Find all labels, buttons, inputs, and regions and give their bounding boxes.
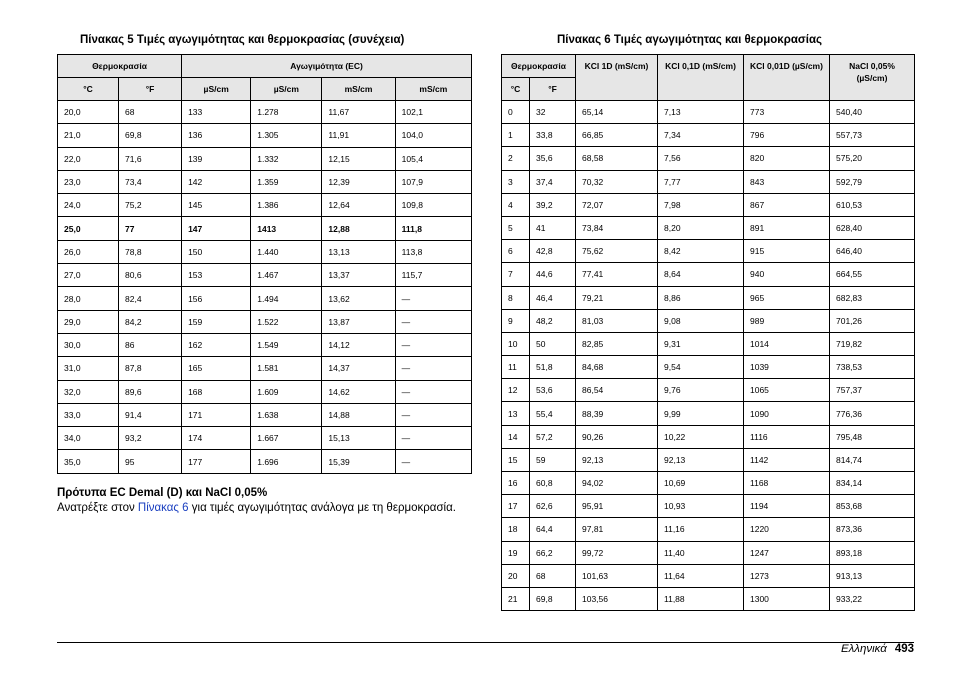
table-row (502, 124, 915, 147)
table-cell: 142 (182, 170, 251, 193)
table6-header-kcl001d: KCl 0,01D (µS/cm) (744, 55, 830, 101)
table-row (502, 240, 915, 263)
table-cell: 1220 (744, 518, 830, 541)
table-cell: 14 (502, 425, 530, 448)
table-row (502, 263, 915, 286)
table-cell: 9,08 (658, 309, 744, 332)
table-row (58, 217, 472, 240)
table-cell: 796 (744, 124, 830, 147)
table-row (502, 379, 915, 402)
table-cell: 53,6 (530, 379, 576, 402)
table-cell: 73,84 (576, 216, 658, 239)
table-cell: 1.467 (251, 264, 322, 287)
table-cell: 893,18 (830, 541, 915, 564)
table-cell: 940 (744, 263, 830, 286)
table-cell: 3 (502, 170, 530, 193)
table-cell: 78,8 (119, 240, 182, 263)
table-cell: 136 (182, 124, 251, 147)
table-cell: 81,03 (576, 309, 658, 332)
table-cell: 575,20 (830, 147, 915, 170)
table-cell: 18 (502, 518, 530, 541)
table-row (58, 357, 472, 380)
table-cell: 153 (182, 264, 251, 287)
table-cell: 1247 (744, 541, 830, 564)
table-cell: 46,4 (530, 286, 576, 309)
table-row (502, 101, 915, 124)
table-cell: 88,39 (576, 402, 658, 425)
table5-unit-ms2: mS/cm (395, 78, 471, 101)
table-row (58, 333, 472, 356)
table-cell: 1.522 (251, 310, 322, 333)
page-footer (841, 643, 914, 655)
table-cell: 15,39 (322, 450, 395, 473)
table5-unit-ms1: mS/cm (322, 78, 395, 101)
table-cell: 814,74 (830, 448, 915, 471)
table-cell: 174 (182, 427, 251, 450)
table-cell: 9,76 (658, 379, 744, 402)
table-cell: 34,0 (58, 427, 119, 450)
table-row (502, 472, 915, 495)
table-cell: 933,22 (830, 587, 915, 610)
table-row (58, 240, 472, 263)
table6-header-nacl: NaCl 0,05% (µS/cm) (830, 55, 915, 101)
table-row (502, 332, 915, 355)
table-cell: 1.332 (251, 147, 322, 170)
table-cell: 11,91 (322, 124, 395, 147)
section-text (57, 501, 472, 515)
table-cell: 87,8 (119, 357, 182, 380)
table-cell: 73,4 (119, 170, 182, 193)
table-cell: 7,98 (658, 193, 744, 216)
table-cell: 719,82 (830, 332, 915, 355)
table-cell: 27,0 (58, 264, 119, 287)
table-row (58, 124, 472, 147)
table-cell: — (395, 403, 471, 426)
table-cell: 60,8 (530, 472, 576, 495)
table-cell: 8,20 (658, 216, 744, 239)
table-cell: 24,0 (58, 194, 119, 217)
table-row (502, 402, 915, 425)
table6-unit-c: °C (502, 78, 530, 101)
table-cell: — (395, 287, 471, 310)
table-row (58, 194, 472, 217)
table-cell: 12,15 (322, 147, 395, 170)
table-cell: 738,53 (830, 356, 915, 379)
table-cell: 55,4 (530, 402, 576, 425)
table-row (502, 216, 915, 239)
table-cell: 15,13 (322, 427, 395, 450)
table5-header-temperature: Θερμοκρασία (58, 55, 182, 78)
table-cell: 757,37 (830, 379, 915, 402)
table-cell: 773 (744, 101, 830, 124)
table-cell: 7,13 (658, 101, 744, 124)
table-cell: 115,7 (395, 264, 471, 287)
table-cell: 1.638 (251, 403, 322, 426)
table-cell: 11,16 (658, 518, 744, 541)
table-cell: 1 (502, 124, 530, 147)
table-cell: 610,53 (830, 193, 915, 216)
table-cell: 39,2 (530, 193, 576, 216)
table-cell: 50 (530, 332, 576, 355)
table-cell: 147 (182, 217, 251, 240)
table-row (58, 287, 472, 310)
table-row (58, 310, 472, 333)
table5-caption: Πίνακας 5 Τιμές αγωγιμότητας και θερμοκρασίας (συνέχεια) (80, 34, 405, 46)
table-row (502, 448, 915, 471)
table-cell: 92,13 (658, 448, 744, 471)
table-cell: 22,0 (58, 147, 119, 170)
table-cell: 59 (530, 448, 576, 471)
table-cell: 94,02 (576, 472, 658, 495)
table-cell: 1.359 (251, 170, 322, 193)
table-cell: 9,31 (658, 332, 744, 355)
table-cell: 86 (119, 333, 182, 356)
table-cell: 168 (182, 380, 251, 403)
table-cell: 33,0 (58, 403, 119, 426)
table-cell: 12 (502, 379, 530, 402)
table-cell: 7,56 (658, 147, 744, 170)
table-cell: 133 (182, 101, 251, 124)
table-cell: 79,21 (576, 286, 658, 309)
table-row (502, 518, 915, 541)
table-cell: 776,36 (830, 402, 915, 425)
table-row (502, 193, 915, 216)
table-cell: 646,40 (830, 240, 915, 263)
table-row (58, 427, 472, 450)
table-cell: 95,91 (576, 495, 658, 518)
table-cell: 628,40 (830, 216, 915, 239)
table-cell: 102,1 (395, 101, 471, 124)
table-cell: 21,0 (58, 124, 119, 147)
table-cell: 171 (182, 403, 251, 426)
table-cell: 0 (502, 101, 530, 124)
table-row (58, 403, 472, 426)
table-cell: 90,26 (576, 425, 658, 448)
table-cell: 13,87 (322, 310, 395, 333)
table-cell: — (395, 310, 471, 333)
table-cell: 20,0 (58, 101, 119, 124)
table-cell: 664,55 (830, 263, 915, 286)
table-cell: 95 (119, 450, 182, 473)
table-cell: 65,14 (576, 101, 658, 124)
table-cell: 12,39 (322, 170, 395, 193)
table-cell: 834,14 (830, 472, 915, 495)
table5-unit-us1: µS/cm (182, 78, 251, 101)
table-row (58, 264, 472, 287)
table-cell: 1.667 (251, 427, 322, 450)
table6 (501, 54, 915, 611)
table-cell: 69,8 (119, 124, 182, 147)
table-cell: 2 (502, 147, 530, 170)
table-cell: 23,0 (58, 170, 119, 193)
page-number: 493 (894, 643, 914, 655)
table-cell: — (395, 357, 471, 380)
table-cell: 1273 (744, 564, 830, 587)
table-cell: 165 (182, 357, 251, 380)
table-cell: 17 (502, 495, 530, 518)
table-cell: 7,34 (658, 124, 744, 147)
table-cell: 6 (502, 240, 530, 263)
table-cell: 68 (119, 101, 182, 124)
table-cell: 1.305 (251, 124, 322, 147)
table-row (58, 147, 472, 170)
table-cell: 1.696 (251, 450, 322, 473)
table-cell: 44,6 (530, 263, 576, 286)
table-cell: 77,41 (576, 263, 658, 286)
table-cell: 31,0 (58, 357, 119, 380)
table-cell: 30,0 (58, 333, 119, 356)
table-cell: 989 (744, 309, 830, 332)
table-cell: 1.386 (251, 194, 322, 217)
table-cell: 1142 (744, 448, 830, 471)
table-cell: 13,37 (322, 264, 395, 287)
table-cell: 16 (502, 472, 530, 495)
table-cell: 8,42 (658, 240, 744, 263)
table-row (502, 587, 915, 610)
table-cell: 21 (502, 587, 530, 610)
table-cell: 14,88 (322, 403, 395, 426)
table-cell: 20 (502, 564, 530, 587)
table6-header-temperature: Θερμοκρασία (502, 55, 576, 78)
table5-body (58, 101, 472, 474)
table-cell: 795,48 (830, 425, 915, 448)
table-cell: 1194 (744, 495, 830, 518)
table-cell: 13 (502, 402, 530, 425)
table-cell: 4 (502, 193, 530, 216)
table-cell: 113,8 (395, 240, 471, 263)
table-cell: 1300 (744, 587, 830, 610)
table-cell: 69,8 (530, 587, 576, 610)
table-cell: 10,93 (658, 495, 744, 518)
table-cell: 139 (182, 147, 251, 170)
table-cell: 13,62 (322, 287, 395, 310)
table-row (502, 541, 915, 564)
table-cell: 540,40 (830, 101, 915, 124)
section-text-before: Ανατρέξτε στον (57, 502, 138, 514)
table-cell: 105,4 (395, 147, 471, 170)
table-cell: 48,2 (530, 309, 576, 332)
table-cell: 25,0 (58, 217, 119, 240)
table-cell: 29,0 (58, 310, 119, 333)
table-cell: 89,6 (119, 380, 182, 403)
table-cell: 7 (502, 263, 530, 286)
table-cell: — (395, 427, 471, 450)
table-cell: 72,07 (576, 193, 658, 216)
table-cell: 12,88 (322, 217, 395, 240)
table-cell: 1090 (744, 402, 830, 425)
table-cell: 84,68 (576, 356, 658, 379)
table-row (502, 356, 915, 379)
table5 (57, 54, 472, 474)
table-cell: 853,68 (830, 495, 915, 518)
table-cell: 41 (530, 216, 576, 239)
table-cell: 682,83 (830, 286, 915, 309)
table-cell: 32,0 (58, 380, 119, 403)
table-cell: 1413 (251, 217, 322, 240)
table-cell: 159 (182, 310, 251, 333)
table-cell: 1065 (744, 379, 830, 402)
table-cell: 33,8 (530, 124, 576, 147)
table-cell: 86,54 (576, 379, 658, 402)
table-cell: 145 (182, 194, 251, 217)
table-cell: 51,8 (530, 356, 576, 379)
table-cell: 57,2 (530, 425, 576, 448)
table-cell: 12,64 (322, 194, 395, 217)
table-cell: 80,6 (119, 264, 182, 287)
table-cell: 5 (502, 216, 530, 239)
table-cell: 15 (502, 448, 530, 471)
table-cell: 101,63 (576, 564, 658, 587)
table-cell: 11,64 (658, 564, 744, 587)
table-cell: 77 (119, 217, 182, 240)
table-cell: 915 (744, 240, 830, 263)
section-heading: Πρότυπα EC Demal (D) και NaCl 0,05% (57, 487, 268, 499)
table-cell: 162 (182, 333, 251, 356)
table-cell: 35,0 (58, 450, 119, 473)
table-cell: 891 (744, 216, 830, 239)
table-cell: — (395, 333, 471, 356)
table-cell: 1014 (744, 332, 830, 355)
table-cell: 7,77 (658, 170, 744, 193)
table-cell: — (395, 450, 471, 473)
table5-header-conductivity: Αγωγιμότητα (EC) (182, 55, 472, 78)
section-text-after: για τιμές αγωγιμότητας ανάλογα με τη θερμοκρασία. (188, 502, 456, 514)
table-cell: 1168 (744, 472, 830, 495)
table-cell: 71,6 (119, 147, 182, 170)
table-cell: 75,62 (576, 240, 658, 263)
table-cell: 9 (502, 309, 530, 332)
table-row (58, 450, 472, 473)
table-cell: 75,2 (119, 194, 182, 217)
table-row (58, 101, 472, 124)
table-cell: 64,4 (530, 518, 576, 541)
table-cell: 14,62 (322, 380, 395, 403)
table-cell: 557,73 (830, 124, 915, 147)
table6-link[interactable]: Πίνακας 6 (137, 502, 189, 514)
table-cell: 11,88 (658, 587, 744, 610)
table-cell: 843 (744, 170, 830, 193)
table-cell: 177 (182, 450, 251, 473)
table-cell: 70,32 (576, 170, 658, 193)
table-row (502, 309, 915, 332)
table-cell: 19 (502, 541, 530, 564)
standards-section (57, 487, 472, 515)
table-cell: 91,4 (119, 403, 182, 426)
table-cell: 1.581 (251, 357, 322, 380)
table-cell: 913,13 (830, 564, 915, 587)
table-cell: 11,40 (658, 541, 744, 564)
table-row (58, 380, 472, 403)
table-cell: 37,4 (530, 170, 576, 193)
table-cell: 873,36 (830, 518, 915, 541)
table-cell: 66,2 (530, 541, 576, 564)
table-cell: 8 (502, 286, 530, 309)
table-cell: 8,64 (658, 263, 744, 286)
table-row (502, 495, 915, 518)
table-cell: 1.609 (251, 380, 322, 403)
table6-unit-f: °F (530, 78, 576, 101)
table-cell: 104,0 (395, 124, 471, 147)
table-cell: 10,69 (658, 472, 744, 495)
table-cell: 1116 (744, 425, 830, 448)
table-cell: 13,13 (322, 240, 395, 263)
table-cell: 701,26 (830, 309, 915, 332)
table6-body (502, 101, 915, 611)
table-cell: 68,58 (576, 147, 658, 170)
table-cell: 820 (744, 147, 830, 170)
table-cell: 1039 (744, 356, 830, 379)
table5-unit-c: °C (58, 78, 119, 101)
table-cell: 8,86 (658, 286, 744, 309)
table-cell: 1.549 (251, 333, 322, 356)
table-cell: 97,81 (576, 518, 658, 541)
table-cell: 62,6 (530, 495, 576, 518)
table6-header-kcl01d: KCl 0,1D (mS/cm) (658, 55, 744, 101)
table-cell: 109,8 (395, 194, 471, 217)
table-row (502, 425, 915, 448)
table-cell: 14,12 (322, 333, 395, 356)
table-cell: 9,54 (658, 356, 744, 379)
table6-header-kcl1d: KCl 1D (mS/cm) (576, 55, 658, 101)
table-cell: 867 (744, 193, 830, 216)
table5-unit-us2: µS/cm (251, 78, 322, 101)
table-cell: 28,0 (58, 287, 119, 310)
table-cell: 14,37 (322, 357, 395, 380)
table5-unit-f: °F (119, 78, 182, 101)
table-cell: 10 (502, 332, 530, 355)
table-cell: 1.494 (251, 287, 322, 310)
table-cell: 84,2 (119, 310, 182, 333)
table-cell: — (395, 380, 471, 403)
table-cell: 32 (530, 101, 576, 124)
table-cell: 93,2 (119, 427, 182, 450)
table6-caption: Πίνακας 6 Τιμές αγωγιμότητας και θερμοκρασίας (557, 34, 823, 46)
table-cell: 107,9 (395, 170, 471, 193)
table-row (502, 564, 915, 587)
table-row (58, 170, 472, 193)
table-cell: 42,8 (530, 240, 576, 263)
footer-rule (57, 642, 914, 643)
table-cell: 150 (182, 240, 251, 263)
table-cell: 592,79 (830, 170, 915, 193)
table-cell: 35,6 (530, 147, 576, 170)
table-cell: 103,56 (576, 587, 658, 610)
table-cell: 111,8 (395, 217, 471, 240)
table-cell: 10,22 (658, 425, 744, 448)
table-cell: 965 (744, 286, 830, 309)
table-cell: 82,85 (576, 332, 658, 355)
table-row (502, 286, 915, 309)
table-cell: 11,67 (322, 101, 395, 124)
table-row (502, 170, 915, 193)
table-cell: 156 (182, 287, 251, 310)
table-row (502, 147, 915, 170)
table-cell: 9,99 (658, 402, 744, 425)
footer-language: Ελληνικά (840, 643, 887, 655)
table-cell: 99,72 (576, 541, 658, 564)
table-cell: 92,13 (576, 448, 658, 471)
table-cell: 68 (530, 564, 576, 587)
table-cell: 1.278 (251, 101, 322, 124)
table-cell: 1.440 (251, 240, 322, 263)
table-cell: 26,0 (58, 240, 119, 263)
table-cell: 11 (502, 356, 530, 379)
table-cell: 82,4 (119, 287, 182, 310)
table-cell: 66,85 (576, 124, 658, 147)
